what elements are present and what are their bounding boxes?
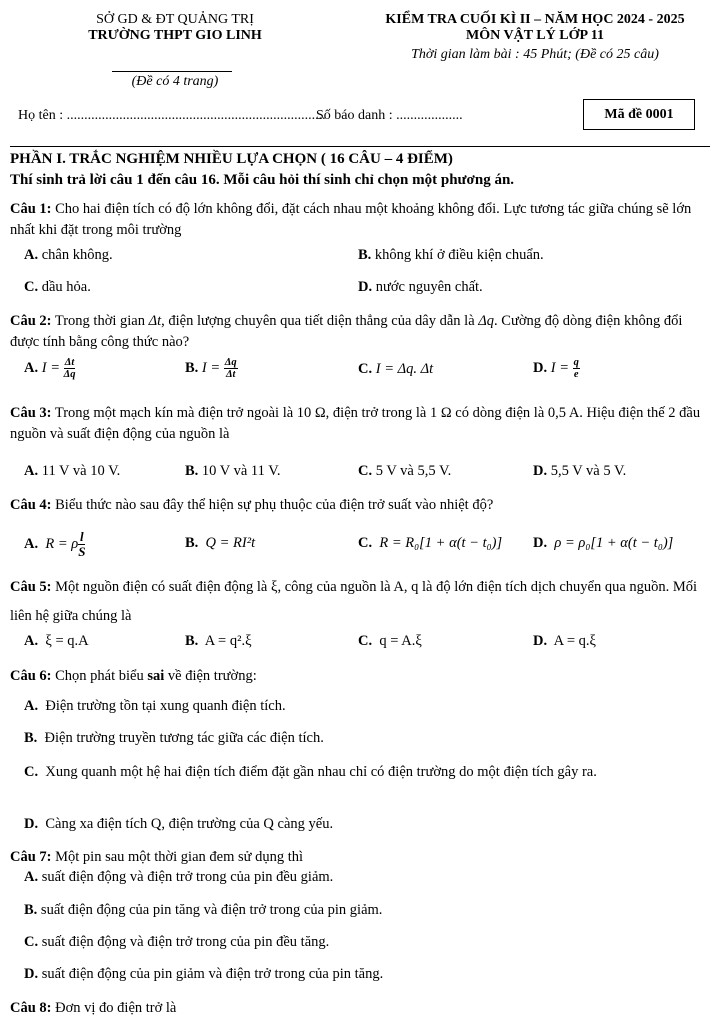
fraction xyxy=(573,357,580,380)
option-text: 5 V và 5,5 V. xyxy=(375,463,452,479)
option-2d[interactable] xyxy=(533,357,580,380)
option-letter: D. xyxy=(533,463,548,479)
option-letter: D. xyxy=(533,359,548,376)
option-letter: D. xyxy=(533,633,548,649)
option-letter: A. xyxy=(24,463,39,479)
option-5a[interactable] xyxy=(24,633,89,650)
school-name: TRƯỜNG THPT GIO LINH xyxy=(88,28,262,43)
option-5d[interactable] xyxy=(533,633,596,650)
fraction-denominator: e xyxy=(573,369,579,380)
exam-code: Mã đề 0001 xyxy=(604,107,674,122)
section-title: PHẦN I. TRẮC NGHIỆM NHIỀU LỰA CHỌN ( 16 CÂU – 4 ĐIỂM) xyxy=(10,151,453,167)
question-text: Đơn vị đo điện trở là xyxy=(51,1000,177,1016)
option-1c[interactable] xyxy=(24,279,91,296)
formula: I = Δq. Δt xyxy=(375,361,434,377)
question-text: Biểu thức nào sau đây thể hiện sự phụ thuộc của điện trở suất vào nhiệt độ? xyxy=(51,497,494,513)
option-7b[interactable] xyxy=(24,902,382,919)
option-4c[interactable] xyxy=(358,535,502,552)
student-id-field[interactable] xyxy=(316,108,463,124)
option-letter: A. xyxy=(24,698,39,714)
option-letter: C. xyxy=(358,633,373,649)
option-letter: B. xyxy=(185,633,199,649)
question-2 xyxy=(10,311,712,353)
fraction-numerator: Δt xyxy=(64,357,75,368)
option-text: 11 V và 10 V. xyxy=(41,463,121,479)
option-letter: C. xyxy=(24,764,39,780)
header-divider-left xyxy=(112,71,232,72)
question-1 xyxy=(10,199,712,241)
question-label: Câu 8: xyxy=(10,1000,52,1016)
option-text: A = q.ξ xyxy=(553,633,597,649)
fraction-denominator: Δq xyxy=(63,369,76,380)
question-8 xyxy=(10,998,712,1019)
option-text: không khí ở điều kiện chuẩn. xyxy=(374,247,544,263)
formula: Q = RI²t xyxy=(205,535,256,551)
option-letter: C. xyxy=(358,463,373,479)
question-label: Câu 7: xyxy=(10,849,52,865)
option-4b[interactable] xyxy=(185,535,255,552)
option-letter: B. xyxy=(185,359,199,376)
fraction-denominator: S xyxy=(78,544,86,559)
question-text: Trong một mạch kín mà điện trở ngoài là 10 Ω, điện trở trong là 1 Ω có dòng điện là 0,5 A. Hiệu điện thế 2 đầu nguồn và suất điện động của nguồn là xyxy=(10,405,701,442)
option-4a[interactable] xyxy=(24,530,85,559)
fraction xyxy=(64,357,76,380)
option-letter: D. xyxy=(24,816,39,832)
fraction-numerator: q xyxy=(573,357,579,368)
question-text: . Cường độ dòng điện không đổi được tính bằng công thức nào? xyxy=(10,313,683,350)
option-letter: B. xyxy=(24,730,38,746)
section-instruction: Thí sinh trả lời câu 1 đến câu 16. Mỗi câu hỏi thí sinh chỉ chọn một phương án. xyxy=(10,172,515,188)
question-label: Câu 3: xyxy=(10,405,52,421)
option-letter: D. xyxy=(24,966,39,982)
option-2b[interactable] xyxy=(185,357,238,380)
student-name-label: Họ tên : xyxy=(18,108,67,123)
option-6c[interactable] xyxy=(10,762,712,783)
option-text: suất điện động và điện trở trong của pin đều giảm. xyxy=(41,869,334,885)
question-label: Câu 6: xyxy=(10,668,52,684)
section-divider xyxy=(10,146,710,147)
option-letter: C. xyxy=(24,934,39,950)
option-4d[interactable] xyxy=(533,535,673,552)
option-letter: B. xyxy=(358,247,372,263)
formula-lhs: I = xyxy=(201,359,224,376)
question-text: về điện trường: xyxy=(164,668,257,684)
option-letter: C. xyxy=(24,279,39,295)
option-letter: A. xyxy=(24,535,39,552)
pages-note: (Đề có 4 trang) xyxy=(131,74,219,89)
option-6b[interactable] xyxy=(24,730,324,747)
formula: R = R₀[1 + α(t − t₀)] xyxy=(379,535,503,551)
question-text: , điện lượng chuyên qua tiết diện thẳng của dây dẫn là xyxy=(161,313,479,329)
option-text: Càng xa điện tích Q, điện trường của Q càng yếu. xyxy=(45,816,334,832)
option-1d[interactable] xyxy=(358,279,483,296)
fraction xyxy=(78,530,85,559)
option-7d[interactable] xyxy=(24,966,383,983)
option-3c[interactable] xyxy=(358,463,451,480)
option-2c[interactable] xyxy=(358,361,433,378)
question-text: Một nguồn điện có suất điện động là ξ, công của nguồn là A, q là độ lớn điện tích dịch chuyển qua nguồn. Mối liên hệ giữa chúng là xyxy=(10,579,698,624)
question-label: Câu 4: xyxy=(10,497,52,513)
option-text: dầu hỏa. xyxy=(41,279,91,295)
option-7c[interactable] xyxy=(24,934,329,951)
option-text: A = q².ξ xyxy=(204,633,252,649)
option-3a[interactable] xyxy=(24,463,120,480)
option-text: chân không. xyxy=(41,247,113,263)
option-letter: B. xyxy=(185,463,199,479)
option-1b[interactable] xyxy=(358,247,544,264)
department-name: SỞ GD & ĐT QUẢNG TRỊ xyxy=(96,12,254,27)
question-text: Trong thời gian xyxy=(51,313,149,329)
option-letter: D. xyxy=(533,535,548,551)
option-3b[interactable] xyxy=(185,463,280,480)
math-delta-q: Δq xyxy=(478,313,495,329)
formula: ρ = ρ₀[1 + α(t − t₀)] xyxy=(554,535,674,551)
exam-time-note: Thời gian làm bài : 45 Phút; (Đề có 25 câu) xyxy=(411,47,659,62)
fraction-denominator: Δt xyxy=(225,369,236,380)
option-7a[interactable] xyxy=(24,869,333,886)
option-2a[interactable] xyxy=(24,357,75,380)
exam-subject: MÔN VẬT LÝ LỚP 11 xyxy=(466,28,604,43)
option-3d[interactable] xyxy=(533,463,626,480)
option-5b[interactable] xyxy=(185,633,252,650)
option-5c[interactable] xyxy=(358,633,422,650)
option-letter: B. xyxy=(185,535,199,551)
question-6 xyxy=(10,666,712,687)
option-letter: C. xyxy=(358,535,373,551)
student-name-dots: .......................................................................... xyxy=(66,108,326,123)
question-5 xyxy=(10,573,712,631)
option-text: suất điện động và điện trở trong của pin đều tăng. xyxy=(41,934,330,950)
option-letter: A. xyxy=(24,869,39,885)
option-text: suất điện động của pin tăng và điện trở trong của pin giảm. xyxy=(40,902,383,918)
fraction-numerator: Δq xyxy=(224,357,237,368)
question-7 xyxy=(10,847,712,868)
option-text: Điện trường tồn tại xung quanh điện tích. xyxy=(45,698,286,714)
option-6d[interactable] xyxy=(24,816,333,833)
option-text: q = A.ξ xyxy=(379,633,422,649)
fraction xyxy=(224,357,238,380)
question-4 xyxy=(10,495,712,516)
student-name-field[interactable] xyxy=(18,108,326,124)
student-id-dots: ................... xyxy=(396,108,463,123)
option-text: nước nguyên chất. xyxy=(375,279,483,295)
option-text: suất điện động của pin giảm và điện trở trong của pin tăng. xyxy=(41,966,384,982)
formula-lhs: R = ρ xyxy=(45,535,79,552)
question-label: Câu 2: xyxy=(10,313,52,329)
question-text: Cho hai điện tích có độ lớn không đổi, đặt cách nhau một khoảng không đổi. Lực tương tác giữa chúng sẽ lớn nhất khi đặt trong môi trường xyxy=(10,201,692,238)
option-text: Xung quanh một hệ hai điện tích điểm đặt gần nhau chỉ có điện trường do một điện tích gây ra. xyxy=(45,764,597,780)
option-text: ξ = q.A xyxy=(45,633,89,649)
question-text: Chọn phát biểu xyxy=(51,668,148,684)
question-3 xyxy=(10,403,712,445)
option-text: 10 V và 11 V. xyxy=(201,463,281,479)
option-letter: C. xyxy=(358,361,373,377)
exam-title: KIỂM TRA CUỐI KÌ II – NĂM HỌC 2024 - 2025 xyxy=(385,12,685,27)
option-letter: A. xyxy=(24,247,39,263)
option-letter: B. xyxy=(24,902,38,918)
question-text: Một pin sau một thời gian đem sử dụng thì xyxy=(51,849,304,865)
option-letter: D. xyxy=(358,279,373,295)
option-text: Điện trường truyền tương tác giữa các điện tích. xyxy=(44,730,324,746)
fraction-numerator: l xyxy=(80,529,84,544)
option-letter: A. xyxy=(24,359,39,376)
formula-lhs: I = xyxy=(41,359,64,376)
option-6a[interactable] xyxy=(24,698,286,715)
student-id-label: Số báo danh : xyxy=(316,108,397,123)
question-label: Câu 5: xyxy=(10,579,52,595)
option-1a[interactable] xyxy=(24,247,113,264)
exam-code-box xyxy=(583,99,695,130)
question-label: Câu 1: xyxy=(10,201,52,217)
option-letter: A. xyxy=(24,633,39,649)
option-text: 5,5 V và 5 V. xyxy=(550,463,627,479)
formula-lhs: I = xyxy=(550,359,573,376)
emphasis-word: sai xyxy=(147,668,165,684)
math-delta-t: Δt xyxy=(148,313,162,329)
